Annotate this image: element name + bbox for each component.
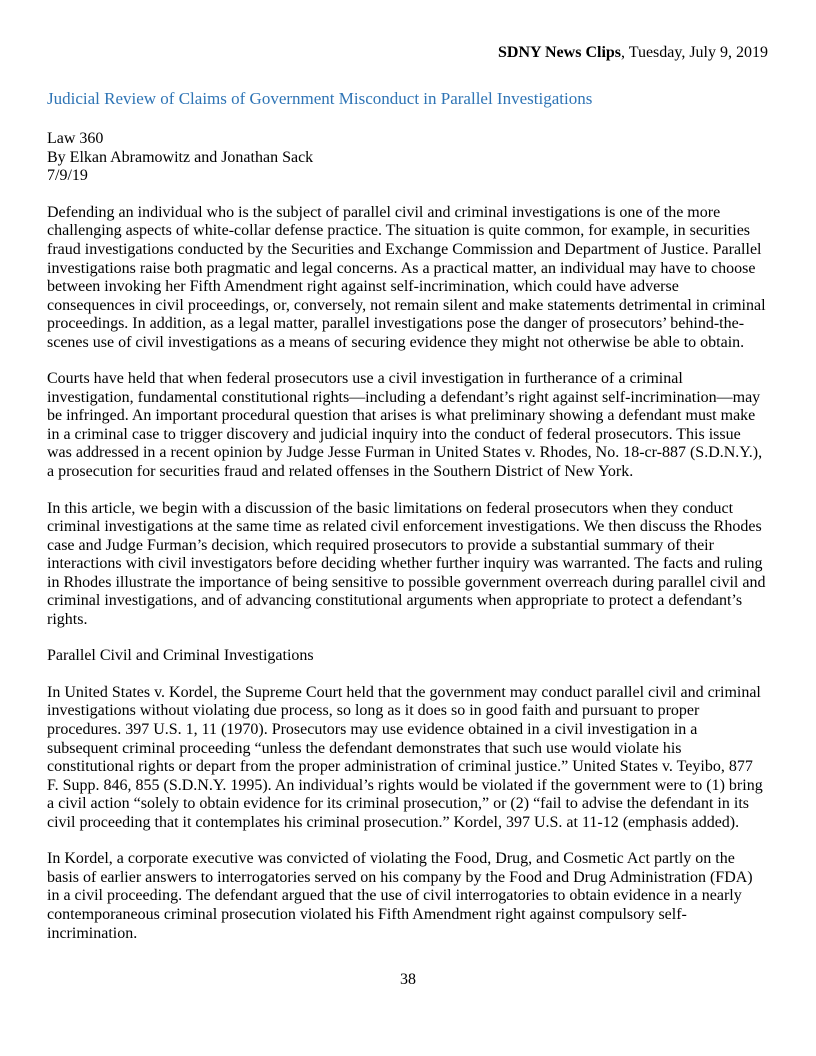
article-title-link[interactable]: Judicial Review of Claims of Government Misconduct in Parallel Investigations (47, 88, 593, 108)
header-publication-name: SDNY News Clips (498, 44, 622, 61)
page-header (47, 44, 768, 63)
article-date: 7/9/19 (47, 167, 88, 185)
article-source: Law 360 (47, 130, 104, 148)
article-byline: By Elkan Abramowitz and Jonathan Sack (47, 148, 314, 166)
header-date: , Tuesday, July 9, 2019 (621, 44, 768, 61)
paragraph: In this article, we begin with a discussion of the basic limitations on federal prosecutors when they conduct criminal investigations at the same time as related civil enforcement investigations. We then discuss the Rhodes case and Judge Furman’s decision, which required prosecutors to provide a substantial summary of their interactions with civil investigators before deciding whether further inquiry was warranted. The facts and ruling in Rhodes illustrate the importance of being sensitive to possible government overreach during parallel civil and criminal investigations, and of advancing constitutional arguments when appropriate to protect a defendant’s rights. (47, 499, 766, 628)
section-heading: Parallel Civil and Criminal Investigations (47, 647, 314, 665)
paragraph: In Kordel, a corporate executive was convicted of violating the Food, Drug, and Cosmetic Act partly on the basis of earlier answers to interrogatories served on his company by the Food and Drug Administration (FDA) in a civil proceeding. The defendant argued that the use of civil interrogatories to obtain evidence in a nearly contemporaneous criminal prosecution violated his Fifth Amendment right against compulsory self-incrimination. (47, 850, 753, 942)
byline-block (47, 130, 768, 186)
page-number: 38 (400, 971, 416, 988)
paragraph: Courts have held that when federal prosecutors use a civil investigation in furtherance of a criminal investigation, fundamental constitutional rights—including a defendant’s right against self-incrimination—may be infringed. An important procedural question that arises is what preliminary showing a defendant must make in a criminal case to trigger discovery and judicial inquiry into the conduct of federal prosecutors. This issue was addressed in a recent opinion by Judge Jesse Furman in United States v. Rhodes, No. 18-cr-887 (S.D.N.Y.), a prosecution for securities fraud and related offenses in the Southern District of New York. (47, 370, 763, 481)
paragraph: In United States v. Kordel, the Supreme Court held that the government may conduct parallel civil and criminal investigations without violating due process, so long as it does so in good faith and pursuant to proper procedures. 397 U.S. 1, 11 (1970). Prosecutors may use evidence obtained in a civil investigation in a subsequent criminal proceeding “unless the defendant demonstrates that such use would violate his constitutional rights or depart from the proper administration of criminal justice.” United States v. Teyibo, 877 F. Supp. 846, 855 (S.D.N.Y. 1995). An individual’s rights would be violated if the government were to (1) bring a civil action “solely to obtain evidence for its criminal prosecution,” or (2) “fail to advise the defendant in its civil proceeding that it contemplates his criminal prosecution.” Kordel, 397 U.S. at 11-12 (emphasis added). (47, 683, 763, 831)
paragraph: Defending an individual who is the subject of parallel civil and criminal investigations is one of the more challenging aspects of white-collar defense practice. The situation is quite common, for example, in securities fraud investigations conducted by the Securities and Exchange Commission and Department of Justice. Parallel investigations raise both pragmatic and legal concerns. As a practical matter, an individual may have to choose between invoking her Fifth Amendment right against self-incrimination, which could have adverse consequences in civil proceedings, or, conversely, not remain silent and make statements detrimental in criminal proceedings. In addition, as a legal matter, parallel investigations pose the danger of prosecutors’ behind-the-scenes use of civil investigations as a means of securing evidence they might not otherwise be able to obtain. (47, 203, 766, 351)
page-footer (0, 971, 816, 990)
